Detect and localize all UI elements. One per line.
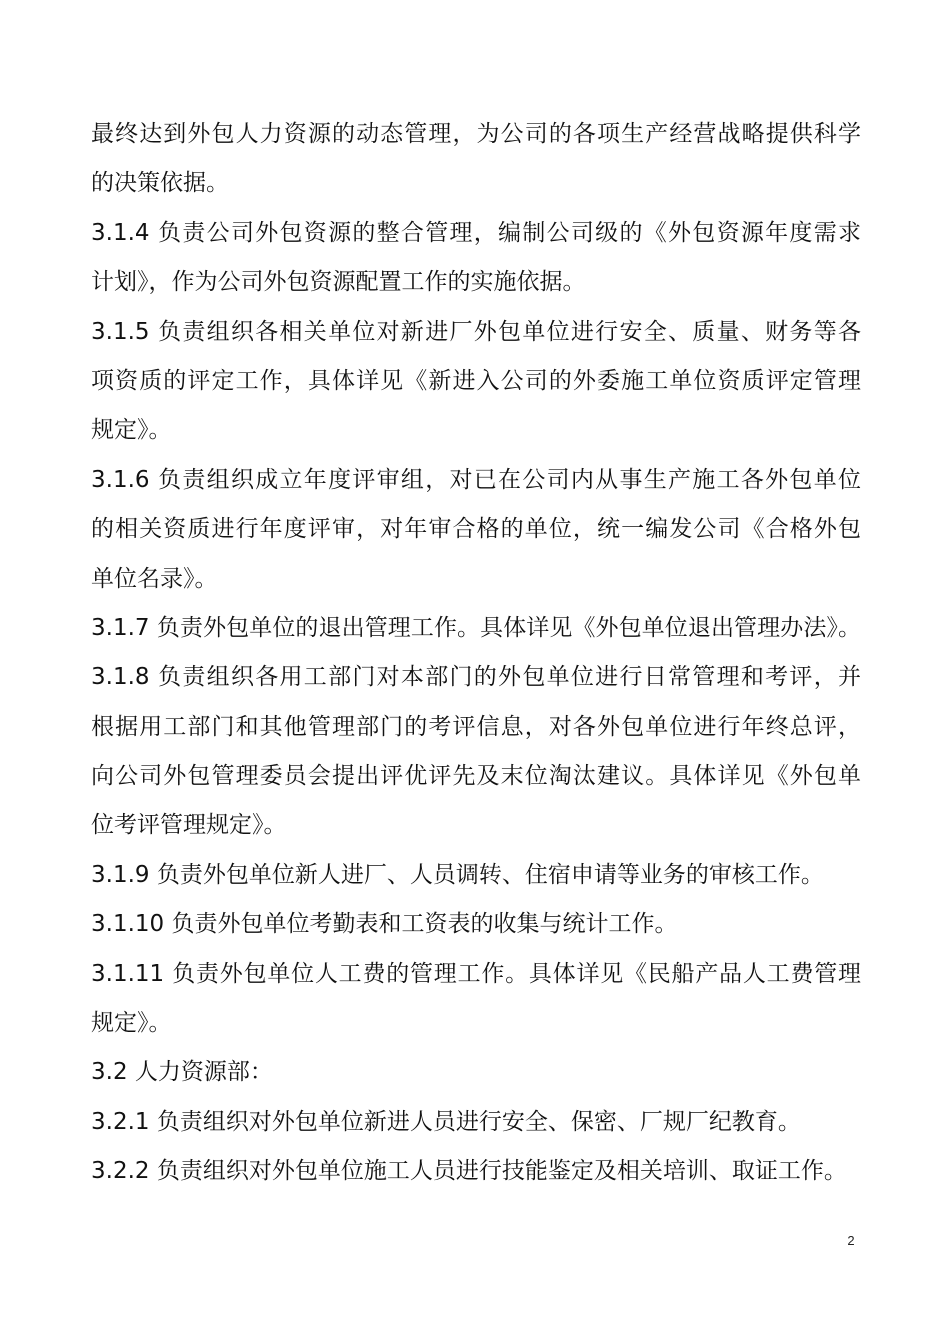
text-line-10: 单位名录》。 xyxy=(91,565,218,592)
text-line-13: 根据用工部门和其他管理部门的考评信息，对各外包单位进行年终总评， xyxy=(91,713,861,740)
text-line-1: 最终达到外包人力资源的动态管理，为公司的各项生产经营战略提供科学 xyxy=(91,121,861,147)
text-line-2: 的决策依据。 xyxy=(91,170,229,197)
text-line-6: 项资质的评定工作，具体详见《新进入公司的外委施工单位资质评定管理 xyxy=(91,367,861,394)
text-line-22: 3.2.2 负责组织对外包单位施工人员进行技能鉴定及相关培训、取证工作。 xyxy=(91,1158,847,1185)
text-line-8: 3.1.6 负责组织成立年度评审组，对已在公司内从事生产施工各外包单位 xyxy=(91,466,861,493)
text-line-15: 位考评管理规定》。 xyxy=(91,812,287,839)
text-line-18: 3.1.11 负责外包单位人工费的管理工作。具体详见《民船产品人工费管理 xyxy=(91,960,861,987)
text-line-19: 规定》。 xyxy=(91,1010,172,1037)
text-line-16: 3.1.9 负责外包单位新人进厂、人员调转、住宿申请等业务的审核工作。 xyxy=(91,861,824,888)
text-line-7: 规定》。 xyxy=(91,417,172,444)
text-line-3: 3.1.4 负责公司外包资源的整合管理，编制公司级的《外包资源年度需求 xyxy=(91,219,861,246)
section-heading: 3.2 人力资源部： xyxy=(91,1059,273,1086)
page-number: 2 xyxy=(847,1233,855,1248)
text-line-17: 3.1.10 负责外包单位考勤表和工资表的收集与统计工作。 xyxy=(91,911,678,938)
text-line-11: 3.1.7 负责外包单位的退出管理工作。具体详见《外包单位退出管理办法》。 xyxy=(91,614,861,641)
text-line-14: 向公司外包管理委员会提出评优评先及末位淘汰建议。具体详见《外包单 xyxy=(91,763,861,790)
text-line-4: 计划》，作为公司外包资源配置工作的实施依据。 xyxy=(91,269,586,296)
document-body xyxy=(91,110,861,1197)
text-line-9: 的相关资质进行年度评审，对年审合格的单位，统一编发公司《合格外包 xyxy=(91,516,861,543)
text-line-21: 3.2.1 负责组织对外包单位新进人员进行安全、保密、厂规厂纪教育。 xyxy=(91,1108,801,1135)
text-line-5: 3.1.5 负责组织各相关单位对新进厂外包单位进行安全、质量、财务等各 xyxy=(91,318,861,345)
text-line-12: 3.1.8 负责组织各用工部门对本部门的外包单位进行日常管理和考评，并 xyxy=(91,664,861,691)
